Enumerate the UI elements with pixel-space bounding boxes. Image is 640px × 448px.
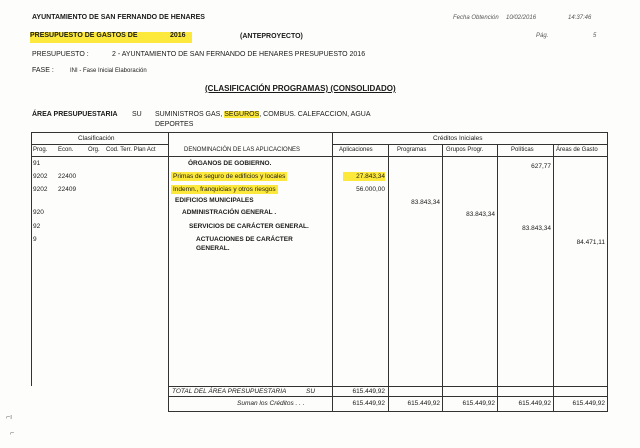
table-row-aplic: 56.000,00 bbox=[356, 186, 385, 193]
table-row-denom: ACTUACIONES DE CARÁCTER bbox=[196, 236, 293, 243]
table-row-denom: ÓRGANOS DE GOBIERNO. bbox=[188, 160, 272, 167]
fase-value: INI - Fase Inicial Elaboración bbox=[70, 68, 147, 74]
table-row-prog: 9 bbox=[33, 236, 37, 243]
area-value-part2: , COMBUS. CALEFACCION, AGUA bbox=[259, 111, 371, 118]
suman-progr: 615.449,92 bbox=[407, 400, 440, 407]
group-creditos: Créditos Iniciales bbox=[433, 135, 483, 142]
presupuesto-gastos-label: PRESUPUESTO DE GASTOS DE bbox=[30, 32, 138, 39]
area-value-line2: DEPORTES bbox=[155, 121, 194, 128]
pag-label: Pág. bbox=[536, 33, 549, 39]
table-row-grupos: 83.843,34 bbox=[466, 211, 495, 218]
area-code: SU bbox=[132, 111, 142, 118]
section-title: (CLASIFICACIÓN PROGRAMAS) (CONSOLIDADO) bbox=[205, 84, 396, 93]
col-denominacion: DENOMINACIÓN DE LAS APLICACIONES bbox=[184, 147, 301, 153]
table-row-denom: Primas de seguro de edificios y locales bbox=[173, 173, 286, 180]
col-politicas: Políticas bbox=[511, 147, 534, 153]
presupuesto-label: PRESUPUESTO : bbox=[32, 51, 89, 58]
table-row-econ: 22409 bbox=[58, 186, 77, 193]
table-row-prog: 9202 bbox=[33, 173, 48, 180]
group-clasificacion: Clasificación bbox=[78, 135, 115, 142]
col-areas: Áreas de Gasto bbox=[556, 147, 598, 153]
fecha-value: 10/02/2016 bbox=[506, 15, 537, 21]
table-row-denom: EDIFICIOS MUNICIPALES bbox=[175, 197, 254, 204]
table-row-polit: 627,77 bbox=[531, 163, 551, 170]
table-row-aplic: 27.843,34 bbox=[343, 172, 385, 181]
table-row-prog: 920 bbox=[33, 209, 44, 216]
col-econ: Econ. bbox=[58, 147, 74, 153]
area-value bbox=[155, 111, 371, 118]
table-row-progr: 83.843,34 bbox=[411, 199, 440, 206]
table-row-areas: 84.471,11 bbox=[576, 239, 605, 246]
suman-areas: 615.449,92 bbox=[572, 400, 605, 407]
suman-aplic: 615.449,92 bbox=[352, 400, 385, 407]
org-name: AYUNTAMIENTO DE SAN FERNANDO DE HENARES bbox=[32, 14, 205, 21]
presupuesto-gastos-highlight bbox=[30, 32, 192, 43]
table-row-denom: ADMINISTRACIÓN GENERAL . bbox=[182, 209, 277, 216]
total-area-code: SU bbox=[306, 388, 316, 395]
col-prog: Prog. bbox=[33, 147, 48, 153]
table-row-denom-line2: GENERAL. bbox=[196, 245, 230, 252]
col-cod: Cod. Terr. Plan Act bbox=[106, 147, 156, 153]
fase-label: FASE : bbox=[32, 67, 54, 74]
margin-mark-icon: ⌐ bbox=[10, 430, 15, 437]
presupuesto-value: 2 - AYUNTAMIENTO DE SAN FERNANDO DE HENARES PRESUPUESTO 2016 bbox=[112, 51, 366, 58]
table-row-denom: SERVICIOS DE CARÁCTER GENERAL. bbox=[189, 223, 309, 230]
col-grupos: Grupos Progr. bbox=[446, 147, 484, 153]
total-area-value: 615.449,92 bbox=[352, 388, 385, 395]
area-value-seguros: SEGUROS bbox=[224, 111, 260, 118]
col-aplicaciones: Aplicaciones bbox=[339, 147, 373, 153]
total-area-label: TOTAL DEL ÁREA PRESUPUESTARIA bbox=[172, 388, 287, 395]
suman-grupos: 615.449,92 bbox=[462, 400, 495, 407]
col-org: Org. bbox=[88, 147, 100, 153]
presupuesto-year: 2016 bbox=[170, 32, 186, 39]
table-row-prog: 91 bbox=[33, 160, 41, 167]
margin-mark-icon: ⌐ı bbox=[6, 414, 13, 421]
pag-value: 5 bbox=[593, 33, 597, 39]
area-label: ÁREA PRESUPUESTARIA bbox=[32, 111, 118, 118]
table-row-prog: 92 bbox=[33, 223, 41, 230]
table-row-prog: 9202 bbox=[33, 186, 48, 193]
fecha-label: Fecha Obtención bbox=[453, 15, 499, 21]
table-row-econ: 22400 bbox=[58, 173, 77, 180]
table-row-denom: Indemn., franquicias y otros riesgos bbox=[173, 186, 276, 193]
col-programas: Programas bbox=[397, 147, 427, 153]
area-value-part1: SUMINISTROS GAS, bbox=[155, 111, 223, 118]
suman-polit: 615.449,92 bbox=[518, 400, 551, 407]
suman-label: Suman los Créditos . . . bbox=[237, 400, 305, 407]
anteproyecto: (ANTEPROYECTO) bbox=[240, 33, 303, 40]
hora-value: 14:37:46 bbox=[568, 15, 592, 21]
table-row-polit: 83.843,34 bbox=[522, 225, 551, 232]
